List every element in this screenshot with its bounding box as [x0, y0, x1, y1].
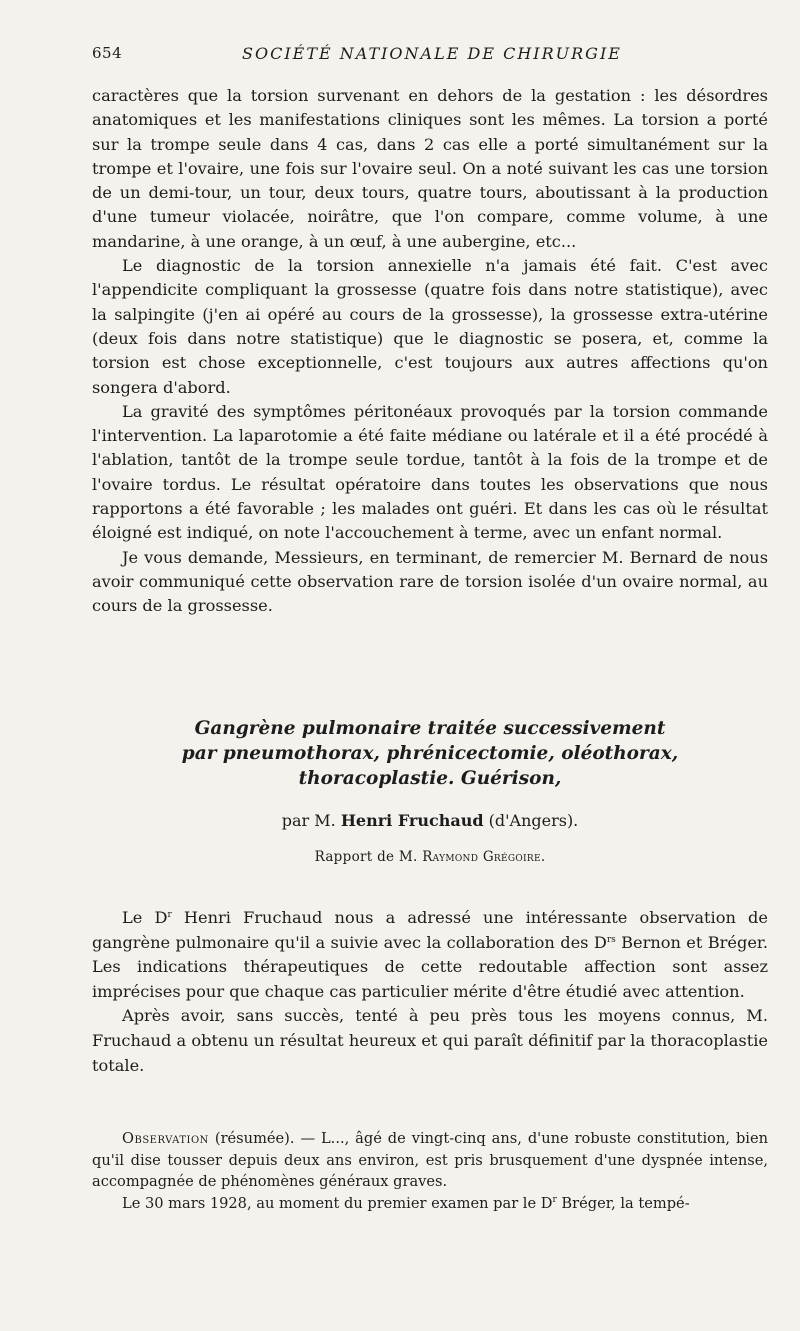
article-author — [92, 811, 768, 830]
section-torsion-text — [92, 84, 768, 619]
paragraph-intro: Le $D^r$ Henri Fruchaud nous a adressé une intéressante observation de gangrène pulmonaire qu'il a suivie avec la collaboration des $D^{rs}$ Bernon et Bréger. Les indications thérapeutiques de cette redoutable affection sont assez imprécises pour que chaque cas particulier mérite d'être étudié avec attention. — [92, 908, 768, 1001]
paragraph-gravity: La gravité des symptômes péritonéaux provoqués par la torsion commande l'intervention. La laparotomie a été faite médiane ou latérale et il a été procédé à l'ablation, tantôt de la trompe seule tordue, tantôt à la fois de la trompe et de l'ovaire tordus. Le résultat opératoire dans toutes les observations que nous rapportons a été favorable ; les malades ont guéri. Et dans les cas où le résultat éloigné est indiqué, on note l'accouchement à terme, avec un enfant normal. — [92, 401, 768, 543]
report-prefix: Rapport de M. — [314, 849, 418, 865]
author-prefix: par M. — [281, 811, 336, 830]
paragraph-result: Après avoir, sans succès, tenté à peu près tous les moyens connus, M. Fruchaud a obtenu un résultat heureux et qui paraît définitif par la thoracoplastie totale. — [92, 1006, 768, 1075]
report-line — [92, 849, 768, 865]
observation-paragraph: Observation (résumée). — L..., âgé de vingt-cinq ans, d'une robuste constitution, bien qu'il dise tousser depuis deux ans environ, est pris brusquement d'une dyspnée intense, accompagnée de phénomènes généraux graves. — [92, 1130, 768, 1190]
page-header — [92, 44, 768, 68]
section-gangrene-text — [92, 906, 768, 1078]
author-suffix: (d'Angers). — [488, 811, 579, 830]
paragraph-continued: caractères que la torsion survenant en dehors de la gestation : les désordres anatomiques et les manifestations cliniques sont les mêmes. La torsion a porté sur la trompe seule dans 4 cas, dans 2 cas elle a porté simultanément sur la trompe et l'ovaire, une fois sur l'ovaire seul. On a noté suivant les cas une torsion de un demi-tour, un tour, deux tours, quatre tours, aboutissant à la production d'une tumeur violacée, noirâtre, que l'on compare, comme volume, à une mandarine, à une orange, à un œuf, à une aubergine, etc... — [92, 86, 768, 251]
paragraph-conclusion: Je vous demande, Messieurs, en terminant, de remercier M. Bernard de nous avoir communiqué cette observation rare de torsion isolée d'un ovaire normal, au cours de la grossesse. — [92, 547, 768, 616]
article-title — [92, 716, 768, 791]
running-title: SOCIÉTÉ NATIONALE DE CHIRURGIE — [242, 44, 622, 63]
observation-paragraph-2: Le 30 mars 1928, au moment du premier examen par le $D^r$ Bréger, la tempé- — [122, 1194, 690, 1212]
article-title-line: thoracoplastie. Guérison, — [298, 768, 562, 789]
reporter-name: Raymond Grégoire. — [422, 849, 546, 865]
observation-text — [92, 1128, 768, 1214]
article-title-line: Gangrène pulmonaire traitée successivement — [194, 718, 666, 739]
article-title-line: par pneumothorax, phrénicectomie, oléothorax, — [181, 743, 679, 764]
paragraph-diagnosis: Le diagnostic de la torsion annexielle n'a jamais été fait. C'est avec l'appendicite compliquant la grossesse (quatre fois dans notre statistique), avec la salpingite (j'en ai opéré au cours de la grossesse), la grossesse extra-utérine (deux fois dans notre statistique) que le diagnostic se posera, et, comme la torsion est chose exceptionnelle, c'est toujours aux autres affections qu'on songera d'abord. — [92, 256, 768, 397]
page-number: 654 — [92, 44, 123, 62]
observation-lead: Observation — [122, 1130, 209, 1147]
author-name: Henri Fruchaud — [340, 811, 484, 830]
